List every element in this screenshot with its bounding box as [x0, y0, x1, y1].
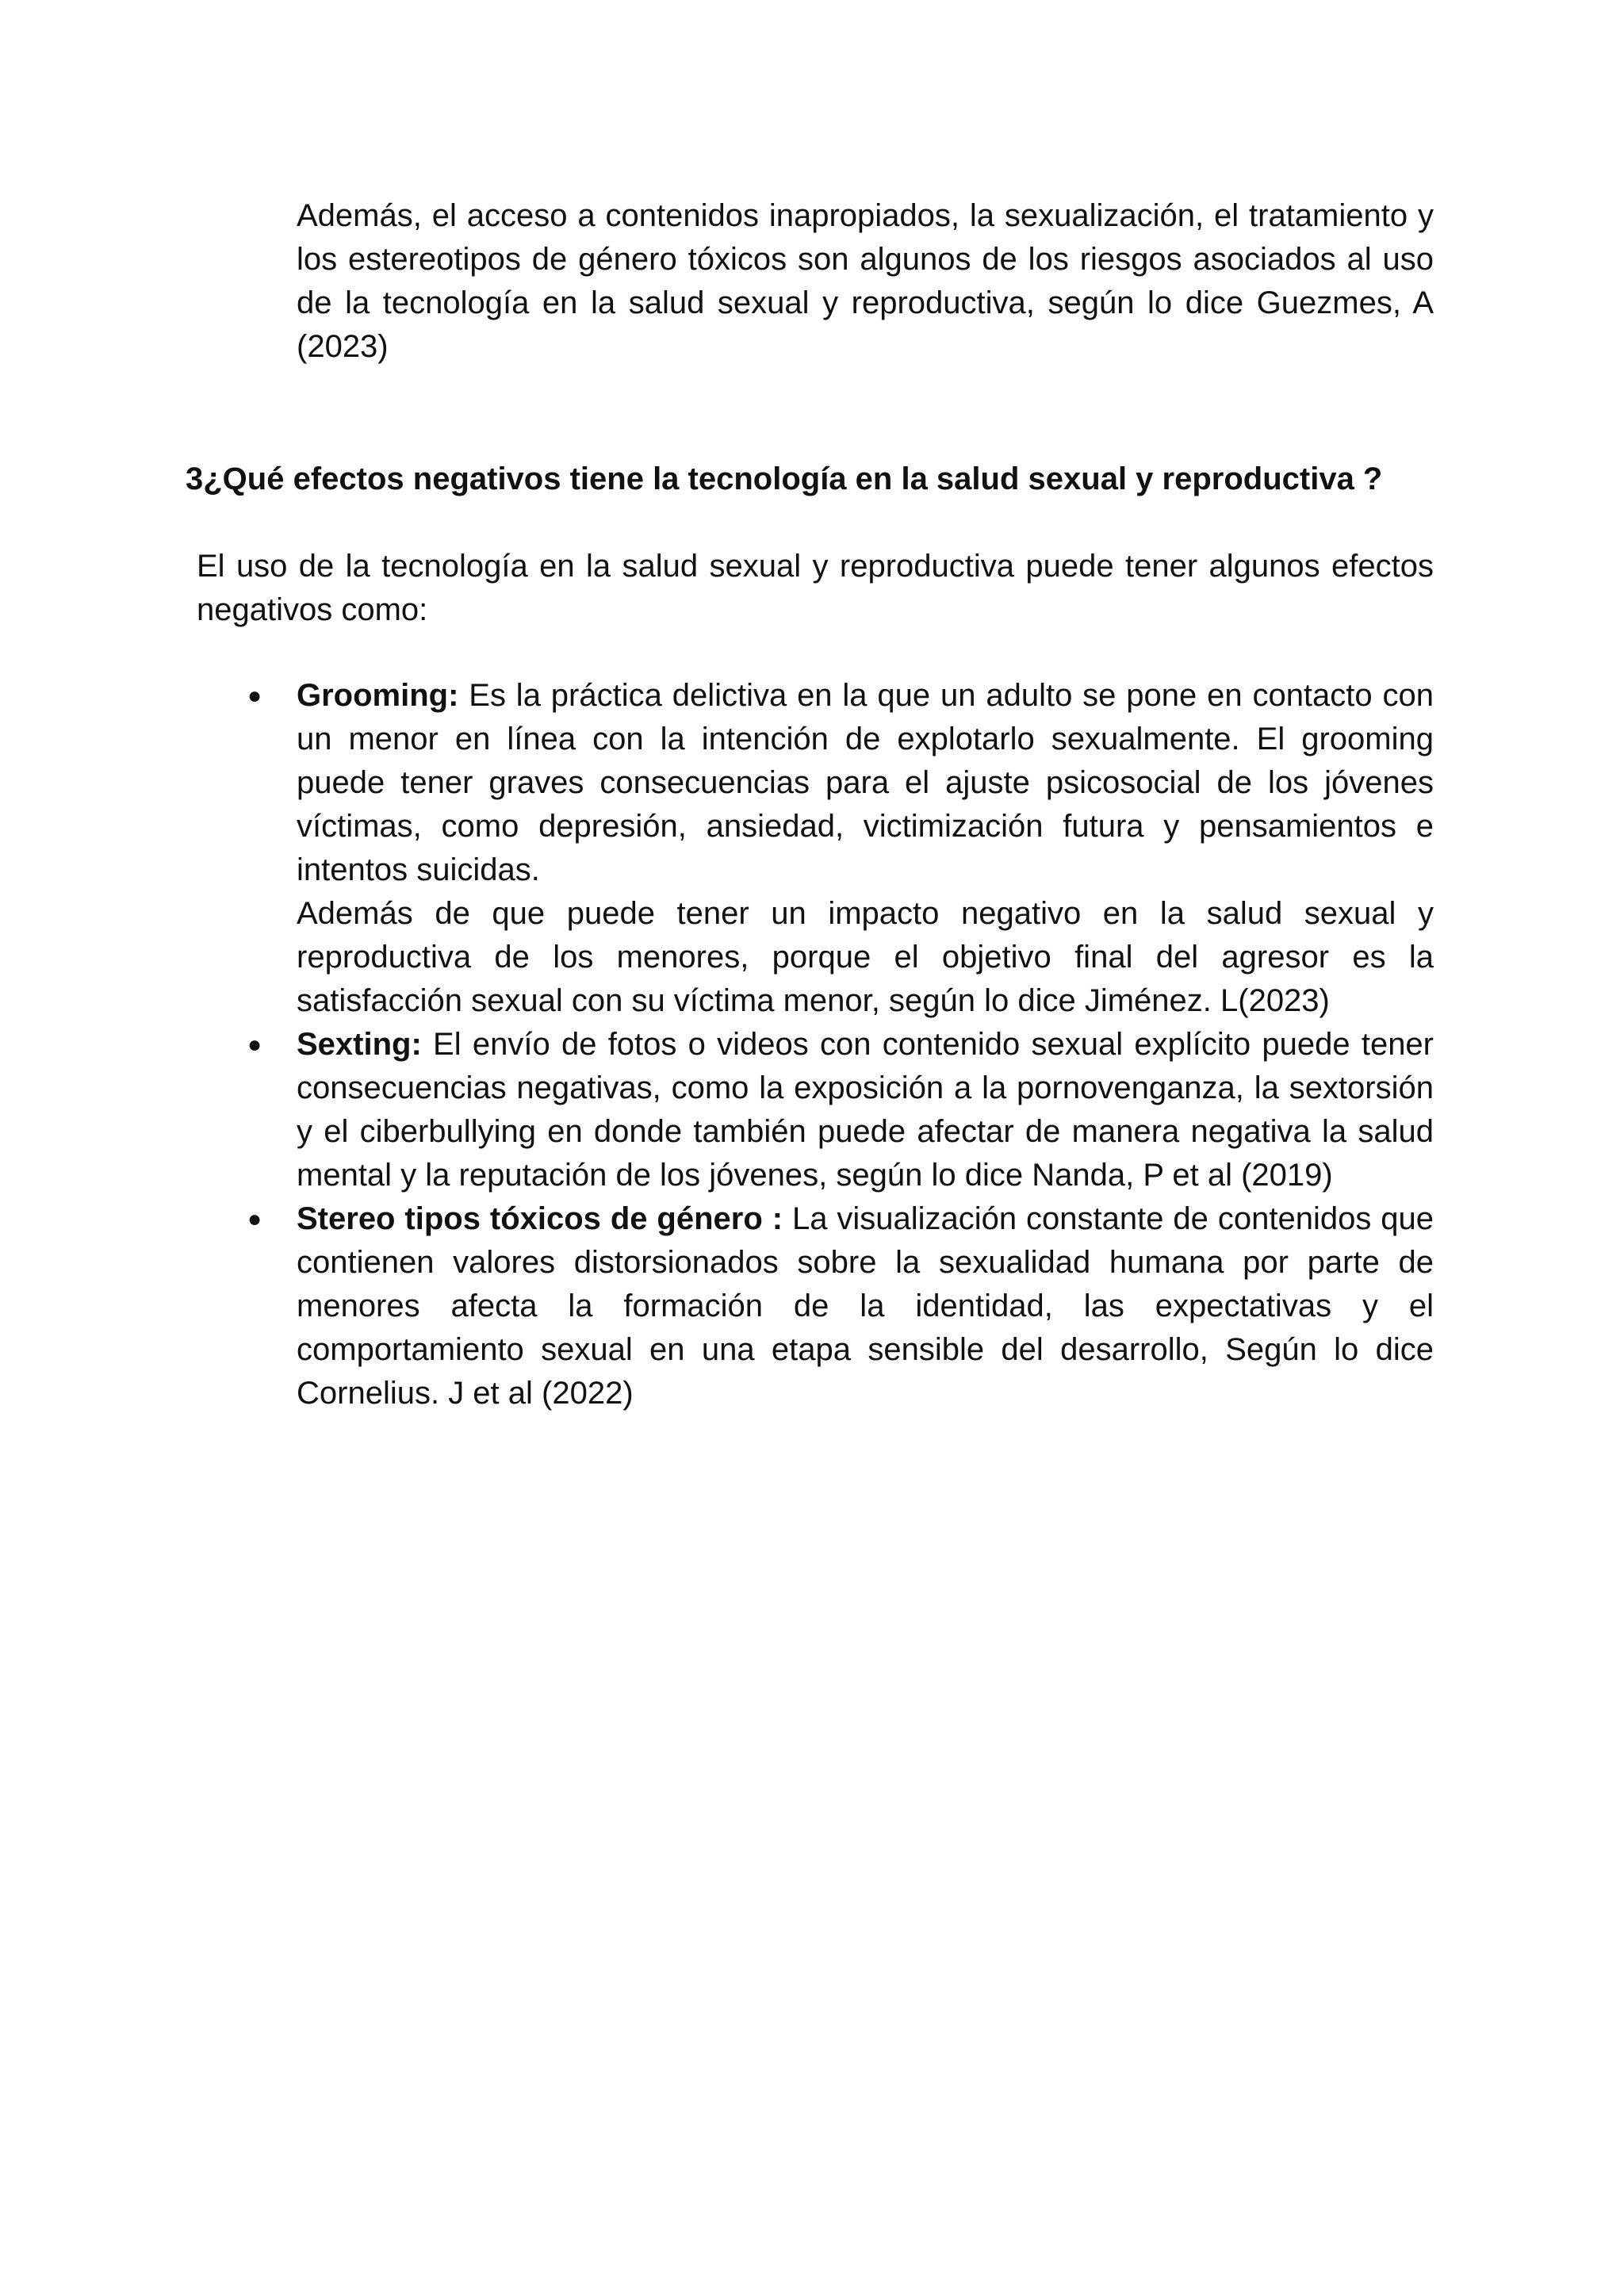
- section-heading: 3¿Qué efectos negativos tiene la tecnología en la salud sexual y reproductiva ?: [186, 461, 1383, 496]
- list-item-sexting: [238, 1023, 1434, 1197]
- effects-list: [238, 674, 1434, 1415]
- list-item-text: La visualización constante de contenidos que contienen valores distorsionados sobre la sexualidad humana por parte de menores afecta la formación de la identidad, las expectativas y el comportamiento sexual en una etapa sensible del desarrollo, Según lo dice Cornelius. J et al (2022): [297, 1201, 1434, 1411]
- list-item-body: [297, 1197, 1434, 1415]
- list-item-term: Stereo tipos tóxicos de género :: [297, 1201, 783, 1236]
- lead-paragraph: El uso de la tecnología en la salud sexual y reproductiva puede tener algunos efectos negativos como:: [197, 549, 1434, 627]
- list-item-text: Es la práctica delictiva en la que un adulto se pone en contacto con un menor en línea con la intención de explotarlo sexualmente. El grooming puede tener graves consecuencias para el ajuste psicosocial de los jóvenes víctimas, como depresión, ansiedad, victimización futura y pensamientos e intentos suicidas.: [297, 678, 1434, 887]
- list-item-text: El envío de fotos o videos con contenido sexual explícito puede tener consecuencias negativas, como la exposición a la pornovenganza, la sextorsión y el ciberbullying en donde también puede afectar de manera negativa la salud mental y la reputación de los jóvenes, según lo dice Nanda, P et al (2019): [297, 1027, 1434, 1193]
- intro-paragraph: Además, el acceso a contenidos inapropiados, la sexualización, el tratamiento y los estereotipos de género tóxicos son algunos de los riesgos asociados al uso de la tecnología en la salud sexual y reproductiva, según lo dice Guezmes, A (2023): [297, 198, 1434, 364]
- bullet-icon: ●: [247, 683, 262, 709]
- list-item-body: [297, 674, 1434, 892]
- list-item-body: [297, 1023, 1434, 1197]
- list-item-term: Sexting:: [297, 1027, 422, 1062]
- bullet-icon: ●: [247, 1206, 262, 1232]
- bullet-icon: ●: [247, 1032, 262, 1058]
- list-item-stereotypes: [238, 1197, 1434, 1415]
- list-item-extra: Además de que puede tener un impacto negativo en la salud sexual y reproductiva de los menores, porque el objetivo final del agresor es la satisfacción sexual con su víctima menor, según lo dice Jiménez. L(2023): [297, 896, 1434, 1018]
- list-item-term: Grooming:: [297, 678, 459, 713]
- list-item-grooming: [238, 674, 1434, 1023]
